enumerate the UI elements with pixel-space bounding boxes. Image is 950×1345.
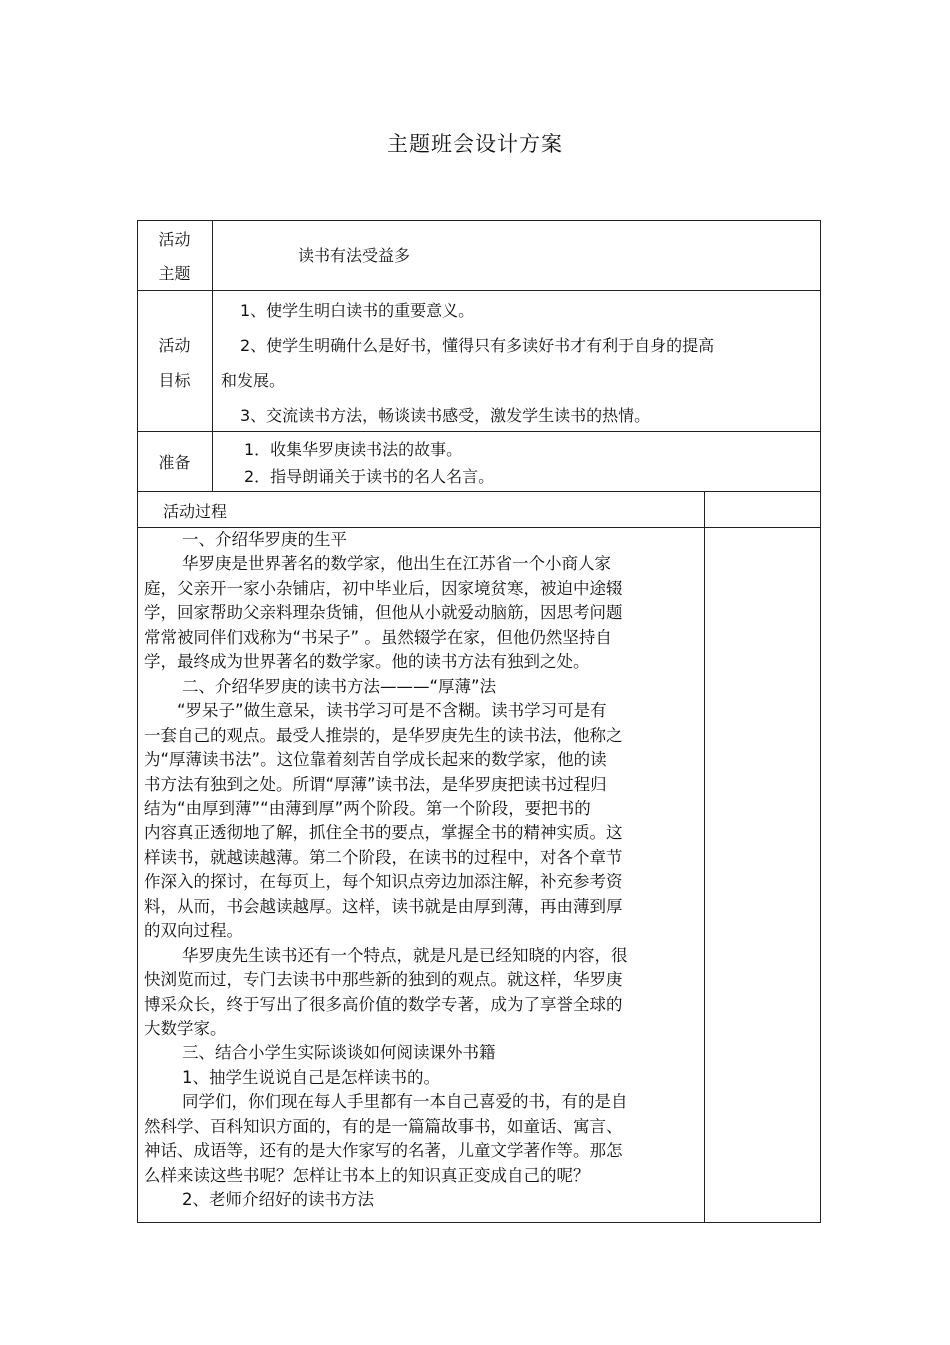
process-line: 二、介绍华罗庚的读书方法———“厚薄”法: [182, 676, 497, 696]
prep-label: 准备: [158, 453, 191, 472]
process-line: 结为“由厚到薄”“由薄到厚”两个阶段。第一个阶段，要把书的: [144, 798, 591, 818]
goal-item: 1、使学生明白读书的重要意义。: [240, 301, 475, 320]
goals-label-line2: 目标: [158, 371, 191, 390]
goal-item-continuation: 和发展。: [221, 371, 286, 390]
process-line: 大数学家。: [144, 1019, 227, 1038]
process-line: 书方法有独到之处。所谓“厚薄”读书法，是华罗庚把读书过程归: [144, 774, 607, 794]
row-divider-prep: [137, 491, 821, 492]
theme-value: 读书有法受益多: [298, 246, 411, 265]
process-line: 样读书，就越读越薄。第二个阶段，在读书的过程中，对各个章节: [144, 847, 623, 867]
process-line: 为“厚薄读书法”。这位靠着刻苦自学成长起来的数学家，他的读: [144, 750, 607, 770]
process-line: 学，最终成为世界著名的数学家。他的读书方法有独到之处。: [144, 652, 590, 672]
label-column-divider: [212, 220, 213, 491]
process-line: 华罗庚先生读书还有一个特点，就是凡是已经知晓的内容，很: [182, 945, 628, 965]
process-line: 学，回家帮助父亲料理杂货铺，但他从小就爱动脑筋，因思考问题: [144, 603, 623, 623]
process-line: 快浏览而过，专门去读书中那些新的独到的观点。就这样，华罗庚: [144, 970, 623, 990]
process-line: 博采众长，终于写出了很多高价值的数学专著，成为了享誉全球的: [144, 994, 623, 1014]
process-line: 同学们，你们现在每人手里都有一本自己喜爱的书，有的是自: [182, 1092, 628, 1112]
notes-column-divider: [704, 491, 705, 1223]
process-line: 的双向过程。: [144, 921, 243, 941]
process-line: 料，从而，书会越读越厚。这样，读书就是由厚到薄，再由薄到厚: [144, 896, 623, 916]
process-line: 么样来读这些书呢？怎样让书本上的知识真正变成自己的呢？: [144, 1165, 590, 1185]
theme-label-line2: 主题: [158, 264, 191, 283]
row-divider-theme: [137, 290, 821, 291]
process-line: 三、结合小学生实际谈谈如何阅读课外书籍: [182, 1043, 496, 1063]
process-header: 活动过程: [163, 502, 228, 521]
process-line: 神话、成语等，还有的是大作家写的名著，儿童文学著作等。那怎: [144, 1141, 623, 1161]
goal-item: 3、交流读书方法，畅谈读书感受，激发学生读书的热情。: [240, 406, 651, 425]
process-line: 庭，父亲开一家小杂铺店，初中毕业后，因家境贫寒，被迫中途辍: [144, 578, 623, 598]
goal-item: 2、使学生明确什么是好书，懂得只有多读好书才有利于自身的提高: [240, 336, 715, 355]
process-line: 一、介绍华罗庚的生平: [182, 530, 347, 549]
prep-item: 2．指导朗诵关于读书的名人名言。: [244, 467, 495, 486]
process-line: “罗呆子”做生意呆，读书学习可是不含糊。读书学习可是有: [177, 701, 607, 721]
prep-item: 1．收集华罗庚读书法的故事。: [244, 440, 463, 459]
process-line: 作深入的探讨，在每页上，每个知识点旁边加添注解，补充参考资: [144, 872, 623, 892]
process-line: 华罗庚是世界著名的数学家，他出生在江苏省一个小商人家: [182, 554, 611, 574]
row-divider-goals: [137, 431, 821, 432]
process-line: 一套自己的观点。最受人推崇的，是华罗庚先生的读书法，他称之: [144, 725, 623, 745]
document-title: 主题班会设计方案: [387, 132, 563, 156]
process-line: 2、老师介绍好的读书方法: [182, 1190, 374, 1210]
theme-label-line1: 活动: [158, 230, 191, 249]
process-line: 常常被同伴们戏称为“书呆子” 。虽然辍学在家，但他仍然坚持自: [144, 627, 612, 647]
goals-label-line1: 活动: [158, 336, 191, 355]
process-line: 1、抽学生说说自己是怎样读书的。: [182, 1067, 440, 1087]
process-line: 内容真正透彻地了解，抓住全书的要点，掌握全书的精神实质。这: [144, 823, 623, 843]
process-line: 然科学、百科知识方面的，有的是一篇篇故事书，如童话、寓言、: [144, 1116, 623, 1136]
